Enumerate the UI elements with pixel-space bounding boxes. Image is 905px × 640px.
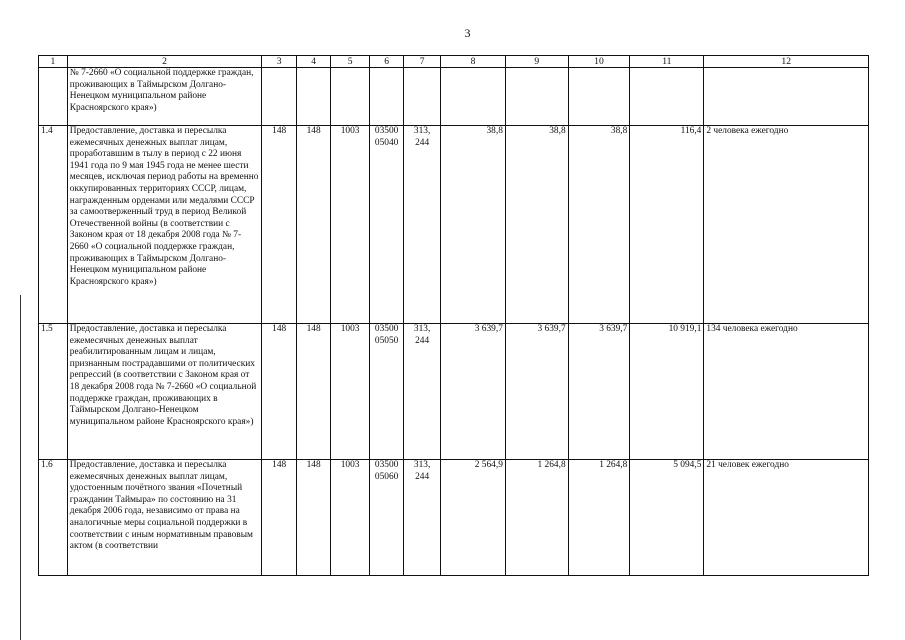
cell-value: 3 639,7 xyxy=(568,324,630,460)
cell-code: 313, 244 xyxy=(404,126,441,324)
cell-value xyxy=(331,68,370,126)
row-description: № 7-2660 «О социальной поддержке граждан, проживающих в Таймырском Долгано-Ненецком муниципальном районе Красноярского края») xyxy=(67,68,261,126)
page-number: 3 xyxy=(464,26,471,40)
cell-value: 148 xyxy=(262,460,297,576)
cell-code: 313, 244 xyxy=(404,460,441,576)
cell-value: 1003 xyxy=(331,460,370,576)
row-description: Предоставление, доставка и пересылка ежемесячных денежных выплат реабилитированным лицам и лицам, признанным пострадавшими от политических репрессий (в соответствии с Законом края от 18 декабря 2008 года № 7-2660 «О социальной поддержке граждан, проживающих в Таймырском Долгано-Ненецком муниципальном районе Красноярского края») xyxy=(67,324,261,460)
table-row xyxy=(39,126,869,324)
cell-value: 1 264,8 xyxy=(568,460,630,576)
cell-value: 10 919,1 xyxy=(630,324,704,460)
table-row xyxy=(39,324,869,460)
cell-value: 3 639,7 xyxy=(505,324,568,460)
table-row xyxy=(39,460,869,576)
cell-value xyxy=(568,68,630,126)
column-header: 6 xyxy=(370,56,404,68)
cell-value: 5 094,5 xyxy=(630,460,704,576)
column-header: 11 xyxy=(630,56,704,68)
cell-value: 148 xyxy=(262,324,297,460)
row-number xyxy=(39,68,68,126)
cell-value: 148 xyxy=(297,126,331,324)
column-header: 8 xyxy=(441,56,506,68)
row-description: Предоставление, доставка и пересылка ежемесячных денежных выплат лицам, удостоенным почётного звания «Почетный гражданин Таймыра» по состоянию на 31 декабря 2006 года, независимо от права на аналогичные меры социальной поддержки в соответствии с иным нормативным правовым актом (в соответствии xyxy=(67,460,261,576)
cell-value: 148 xyxy=(297,460,331,576)
cell-value: 148 xyxy=(262,126,297,324)
cell-value xyxy=(297,68,331,126)
cell-note xyxy=(704,68,869,126)
row-number: 1.5 xyxy=(39,324,68,460)
cell-value xyxy=(262,68,297,126)
cell-code: 03500 05060 xyxy=(370,460,404,576)
cell-value: 1 264,8 xyxy=(505,460,568,576)
row-number: 1.4 xyxy=(39,126,68,324)
column-header: 3 xyxy=(262,56,297,68)
column-header: 7 xyxy=(404,56,441,68)
table-header-row xyxy=(39,56,869,68)
cell-code xyxy=(370,68,404,126)
cell-code: 313, 244 xyxy=(404,324,441,460)
cell-value: 3 639,7 xyxy=(441,324,506,460)
cell-code xyxy=(404,68,441,126)
budget-table xyxy=(38,55,869,576)
cell-note: 2 человека ежегодно xyxy=(704,126,869,324)
column-header: 12 xyxy=(704,56,869,68)
column-header: 5 xyxy=(331,56,370,68)
row-description: Предоставление, доставка и пересылка ежемесячных денежных выплат лицам, проработавшим в тылу в период с 22 июня 1941 года по 9 мая 1945 года не менее шести месяцев, исключая период работы на временно оккупированных территориях СССР, лицам, награжденным орденами или медалями СССР за самоотверженный труд в период Великой Отечественной войны (в соответствии с Законом края от 18 декабря 2008 года № 7-2660 «О социальной поддержке граждан, проживающих в Таймырском Долгано-Ненецком муниципальном районе Красноярского края») xyxy=(67,126,261,324)
binding-margin-line xyxy=(20,295,21,640)
cell-value: 38,8 xyxy=(441,126,506,324)
cell-value: 1003 xyxy=(331,126,370,324)
cell-value: 38,8 xyxy=(505,126,568,324)
column-header: 9 xyxy=(505,56,568,68)
column-header: 10 xyxy=(568,56,630,68)
cell-code: 03500 05050 xyxy=(370,324,404,460)
column-header: 1 xyxy=(39,56,68,68)
cell-note: 21 человек ежегодно xyxy=(704,460,869,576)
table-row xyxy=(39,68,869,126)
cell-value: 1003 xyxy=(331,324,370,460)
column-header: 4 xyxy=(297,56,331,68)
cell-value: 116,4 xyxy=(630,126,704,324)
cell-value xyxy=(441,68,506,126)
cell-note: 134 человека ежегодно xyxy=(704,324,869,460)
column-header: 2 xyxy=(67,56,261,68)
cell-code: 03500 05040 xyxy=(370,126,404,324)
row-number: 1.6 xyxy=(39,460,68,576)
cell-value: 2 564,9 xyxy=(441,460,506,576)
cell-value: 148 xyxy=(297,324,331,460)
cell-value: 38,8 xyxy=(568,126,630,324)
cell-value xyxy=(630,68,704,126)
cell-value xyxy=(505,68,568,126)
